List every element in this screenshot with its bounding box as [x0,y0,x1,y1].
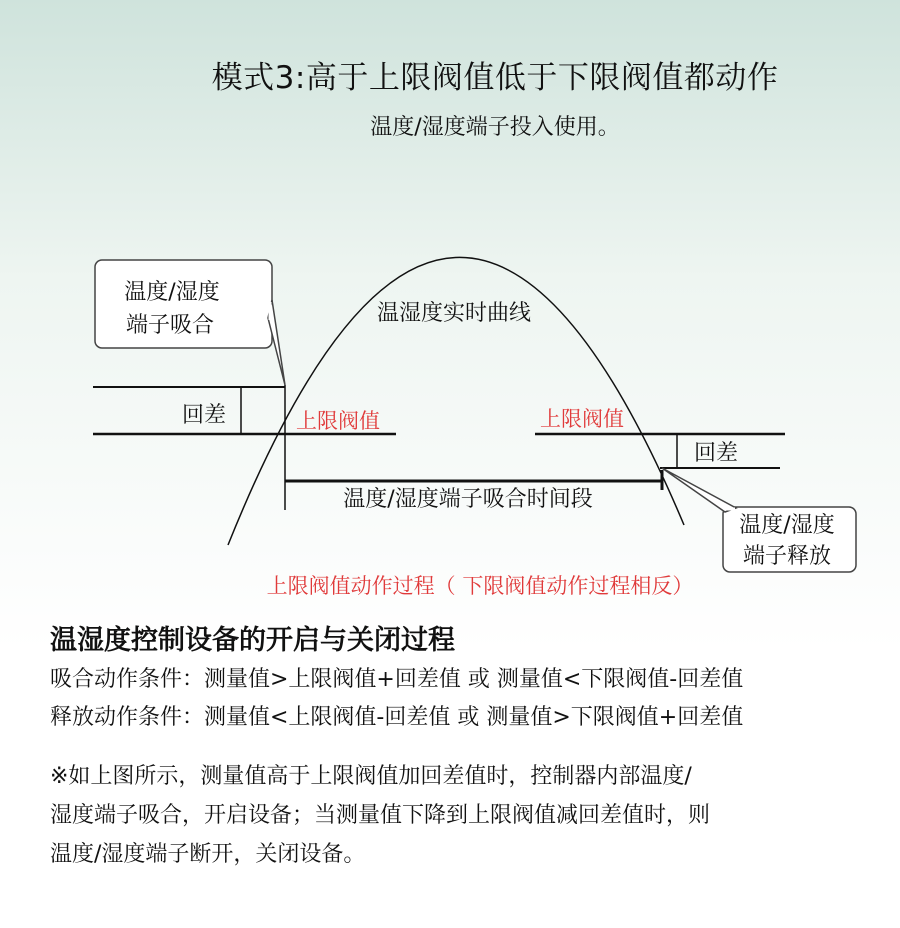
hysteresis-left-label: 回差 [181,403,227,428]
release-condition: 释放动作条件：测量值<上限阀值-回差值 或 测量值>下限阀值+回差值 [50,705,744,730]
page-title: 模式3:高于上限阀值低于下限阀值都动作 [211,60,779,96]
upper-threshold-right-label: 上限阀值 [540,407,624,431]
note-line: ※如上图所示，测量值高于上限阀值加回差值时，控制器内部温度/ [50,764,692,789]
hysteresis-right-label: 回差 [693,441,739,466]
note-line: 温度/湿度端子断开，关闭设备。 [50,842,366,867]
callout-release-line1: 温度/湿度 [739,513,835,538]
close-condition: 吸合动作条件：测量值>上限阀值+回差值 或 测量值<下限阀值-回差值 [50,667,744,692]
process-caption: 上限阀值动作过程（ 下限阀值动作过程相反） [266,574,694,598]
explanation-note [50,757,870,874]
page-subtitle: 温度/湿度端子投入使用。 [370,115,620,140]
upper-threshold-left-label: 上限阀值 [296,409,380,433]
callout-release-line2: 端子释放 [742,544,832,569]
curve-label: 温湿度实时曲线 [376,301,532,326]
callout-release-pointer [662,468,736,512]
callout-close-line2: 端子吸合 [125,313,215,338]
section-title: 温湿度控制设备的开启与关闭过程 [50,625,455,656]
note-line: 湿度端子吸合，开启设备；当测量值下降到上限阀值减回差值时，则 [50,803,711,828]
duration-label: 温度/湿度端子吸合时间段 [343,487,593,512]
callout-close-line1: 温度/湿度 [124,280,220,305]
